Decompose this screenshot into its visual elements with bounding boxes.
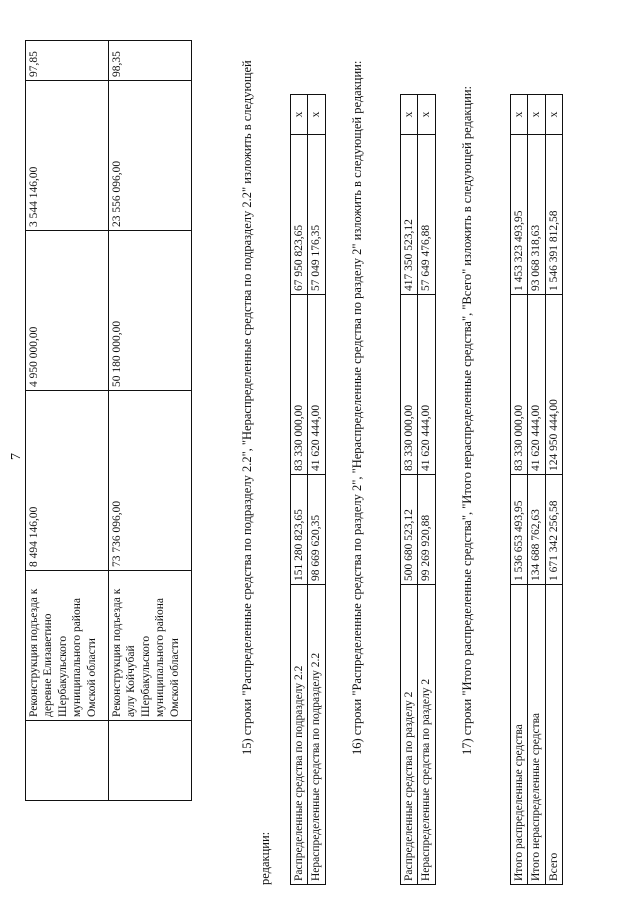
value-cell: 41 620 444,00 [528, 295, 545, 475]
empty-cell [26, 721, 109, 801]
x-mark-cell: х [511, 95, 528, 135]
allocated-cell: 4 950 000,00 [26, 231, 109, 391]
value-cell: 57 049 176,35 [308, 135, 325, 295]
subsection-2-2-table [290, 94, 326, 885]
value-cell: 41 620 444,00 [308, 295, 325, 475]
table-row [545, 95, 562, 885]
table-row [401, 95, 418, 885]
projects-table [25, 40, 192, 801]
section-2-table [400, 94, 436, 885]
value-cell: 1 671 342 256,58 [545, 475, 562, 585]
value-cell: 67 950 823,65 [291, 135, 308, 295]
page-number: 7 [9, 453, 24, 460]
project-name-cell: Реконструкция подъезда к аулу Койчубай Шербакульского муниципального района Омской области [109, 571, 192, 721]
x-mark-cell: х [418, 95, 435, 135]
table-row [511, 95, 528, 885]
value-cell: 151 280 823,65 [291, 475, 308, 585]
table-row [109, 41, 192, 801]
x-mark-cell: х [545, 95, 562, 135]
remaining-cell: 3 544 146,00 [26, 81, 109, 231]
table-row [528, 95, 545, 885]
value-cell: 83 330 000,00 [291, 295, 308, 475]
value-cell: 93 068 318,63 [528, 135, 545, 295]
value-cell: 500 680 523,12 [401, 475, 418, 585]
percent-cell: 98,35 [109, 41, 192, 81]
x-mark-cell: х [401, 95, 418, 135]
x-mark-cell: х [528, 95, 545, 135]
row-label: Распределенные средства по подразделу 2.2 [291, 585, 308, 885]
table-row [291, 95, 308, 885]
value-cell: 417 350 523,12 [401, 135, 418, 295]
totals-table [510, 94, 563, 885]
total-cost-cell: 8 494 146,00 [26, 391, 109, 571]
project-name-cell: Реконструкция подъезда к деревне Елизаветино Шербакульского муниципального района Омской области [26, 571, 109, 721]
value-cell: 57 649 476,88 [418, 135, 435, 295]
remaining-cell: 23 556 096,00 [109, 81, 192, 231]
value-cell: 99 269 920,88 [418, 475, 435, 585]
value-cell: 134 688 762,63 [528, 475, 545, 585]
table-row [26, 41, 109, 801]
x-mark-cell: х [308, 95, 325, 135]
paragraph-16: 16) строки "Распределенные средства по разделу 2", "Нераспределенные средства по разделу 2" изложить в следующей редакции: [350, 60, 364, 755]
row-label: Итого нераспределенные средства [528, 585, 545, 885]
row-label: Нераспределенные средства по разделу 2 [418, 585, 435, 885]
table-row [418, 95, 435, 885]
value-cell: 83 330 000,00 [511, 295, 528, 475]
allocated-cell: 50 180 000,00 [109, 231, 192, 391]
value-cell: 98 669 620,35 [308, 475, 325, 585]
paragraph-15: 15) строки "Распределенные средства по подразделу 2.2", "Нераспределенные средства по подразделу 2.2" изложить в следующей редакции: [240, 60, 272, 885]
row-label: Нераспределенные средства по подразделу 2.2 [308, 585, 325, 885]
empty-cell [109, 721, 192, 801]
value-cell: 83 330 000,00 [401, 295, 418, 475]
row-label: Итого распределенные средства [511, 585, 528, 885]
value-cell: 124 950 444,00 [545, 295, 562, 475]
x-mark-cell: х [291, 95, 308, 135]
value-cell: 1 546 391 812,58 [545, 135, 562, 295]
row-label: Всего [545, 585, 562, 885]
table-row [308, 95, 325, 885]
row-label: Распределенные средства по разделу 2 [401, 585, 418, 885]
paragraph-17: 17) строки "Итого распределенные средства", "Итого нераспределенные средства", "Всего" изложить в следующей редакции: [460, 85, 474, 755]
value-cell: 41 620 444,00 [418, 295, 435, 475]
percent-cell: 97,85 [26, 41, 109, 81]
value-cell: 1 453 323 493,95 [511, 135, 528, 295]
value-cell: 1 536 653 493,95 [511, 475, 528, 585]
total-cost-cell: 73 736 096,00 [109, 391, 192, 571]
